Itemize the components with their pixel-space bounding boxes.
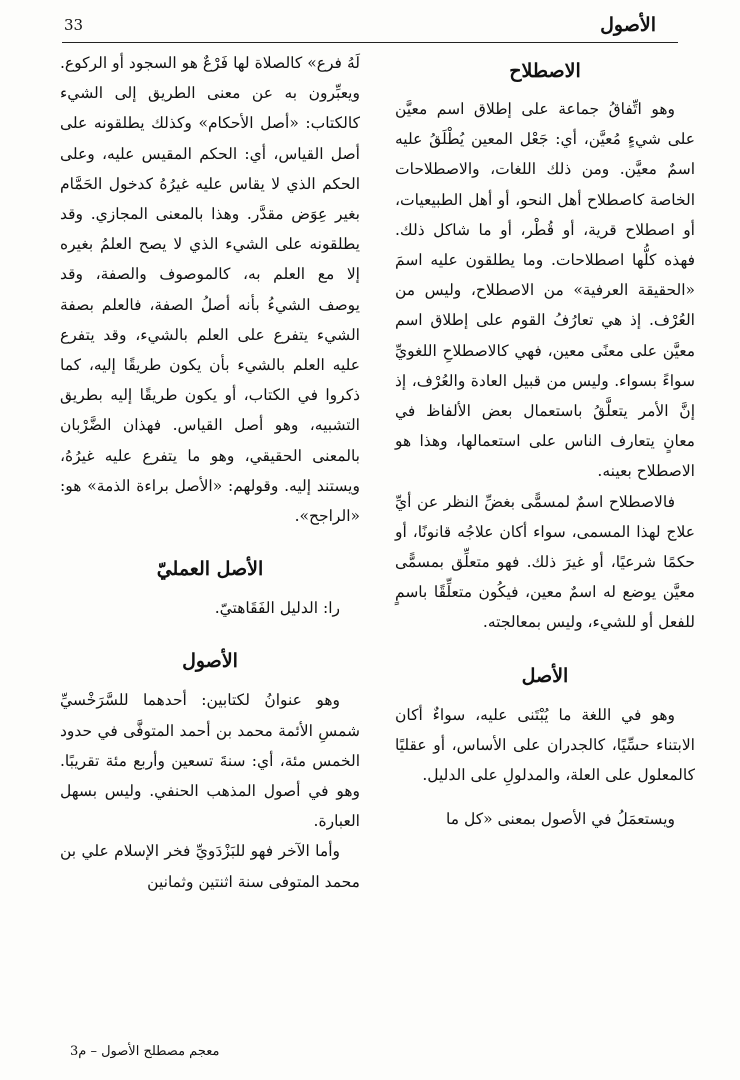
heading-usul: الأصول [182,650,238,673]
paragraph-asl-usage-continued: لَهُ فرع» كالصلاة لها فَرْعٌ هو السجود أو الركوع. ويعبِّرون به عن معنى الطريق إلى الشيء كالكتاب: «أصل الأحكام» وكذلك يطلقونه على أصل القياس، أي: الحكم المقيس عليه، وعلى الحكم الذي لا يقاس عليه غيرُهُ كدخول الحَمَّام بغير عِوَض مقدَّر. وهذا بالمعنى المجازي. وقد يطلقونه على الشيء الذي لا يصح العلمُ بغيره إلا مع العلم به، كالموصوف والصفة، وقد يوصف الشيءُ بأنه أصلُ الصفة، فالعلم بصفة الشيء يتفرع على العلم بالشيء، وقد يتفرع عليه العلم بالشيء بأن يكون طريقًا إليه، كما ذكروا في الكتاب، أو يكون طريقًا إليه بطريق التشبيه، وهو أصل القياس. فهذان الضَّرْبان بالمعنى الحقيقي، وهو ما يتفرع عليه غيرُهُ، ويستند إليه. وقولهم: «الأصل براءة الذمة» هو: «الراجح». [60,54,360,526]
paragraph-usul-first-book: وهو عنوانُ لكتابين: أحدهما للسَّرَخْسيِّ شمسِ الأئمة محمد بن أحمد المتوفَّى في حدود الخمس مئة، أي: سنةَ تسعين وأربع مئة تقريبًا. وهو في أصول المذهب الحنفي. وليس بسهل العبارة. [60,691,360,831]
paragraph-istilah-definition: وهو اتِّفاقُ جماعة على إطلاق اسم معيَّن على شيءٍ مُعيَّن، أي: جَعْل المعين يُطْلَقُ عليه اسمٌ معيَّن. ومن ذلك اللغات، والاصطلاحات الخاصة كاصطلاح أهل النحو، أو أهل الطبيعيات، أو اصطلاح قرية، أو قُطْر، أو ما شاكل ذلك. فهذه كلُّها اصطلاحات. وما يطلقون عليه اسمَ «الحقيقة العرفية» من الاصطلاح، وليس من العُرْف. إذ هي تعارُفُ القوم على إطلاق اسم معيَّن على معنًى معين، فهي كالاصطلاحِ اللغويِّ سواءً بسواء. وليس من قبيل العادة والعُرْف، إذ إنَّ الأمر يتعلَّقُ باستعمال بعض الألفاظ في معانٍ يتعارف الناس على استعمالها، وهذا هو الاصطلاح بعينه. [395,100,695,481]
cross-reference: را: الدليل الفَقَاهتيّ. [214,599,340,618]
left-column [60,48,360,897]
running-header [62,10,678,43]
heading-asl-amali: الأصل العمليّ [156,558,264,581]
paragraph-istilah-scope: فالاصطلاح اسمٌ لمسمًّى بغضِّ النظر عن أيِّ علاج لهذا المسمى، سواء أكان علاجُه قانونًا، أو حكمًا شرعيًا، أو غيرَ ذلك. فهو متعلِّق بمسمًّى معيَّن يوضع له اسمٌ معين، فيكُون متعلِّقًا باسمٍ للفعل أو للشيء، وليس بمعالجته. [395,492,695,632]
paragraph-asl-language: وهو في اللغة ما يُبْتَنى عليه، سواءٌ أكان الابتناء حسِّيًا، كالجدران على الأساس، أو عقليًا كالمعلول على العلة، والمدلولِ على الدليل. [395,705,695,785]
paragraph-usul-second-book: وأما الآخر فهو للبَزْدَويِّ فخر الإسلام علي بن محمد المتوفى سنة اثنتين وثمانين [60,842,360,891]
heading-asl: الأصل [521,664,569,687]
running-title: الأصول [600,14,656,36]
right-column [395,48,695,834]
page-footer: معجم مصطلح الأصول – م3 [70,1044,220,1059]
paragraph-asl-usage-start: ويستعمَلُ في الأصول بمعنى «كل ما [446,810,675,829]
page-number: 33 [64,16,84,34]
heading-istilah: الاصطلاح [509,60,581,82]
